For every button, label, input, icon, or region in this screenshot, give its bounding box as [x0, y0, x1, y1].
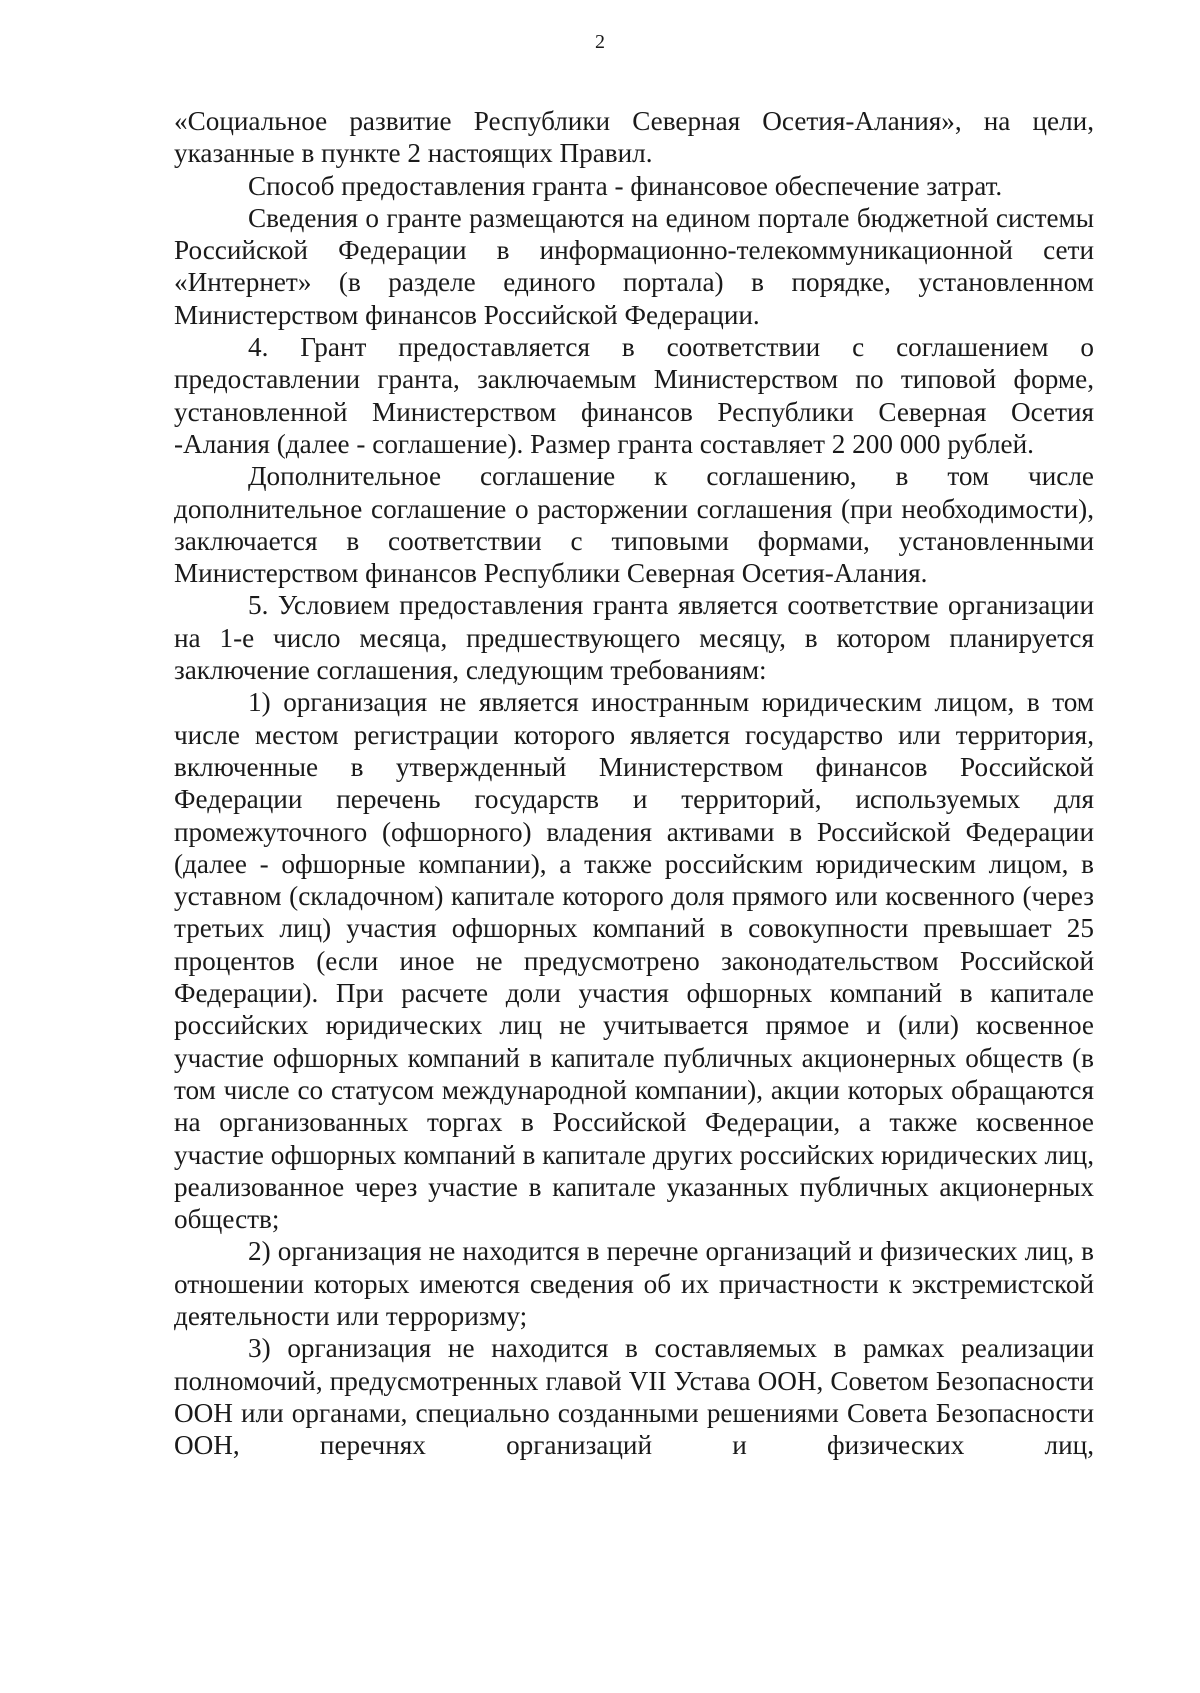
document-body [174, 105, 1094, 1461]
paragraph-additional-agreement: Дополнительное соглашение к соглашению, в том числе дополнительное соглашение о расторжении соглашения (при необходимости), заключается в соответствии с типовыми формами, установленными Министерством финансов Республики Северная Осетия-Алания. [174, 461, 1094, 589]
page-number: 2 [595, 31, 605, 53]
paragraph-requirement-3: 3) организация не находится в составляемых в рамках реализации полномочий, предусмотренных главой VII Устава ООН, Советом Безопасности ООН или органами, специально созданными решениями Совета Безопасности ООН, перечнях организаций и физических лиц, [174, 1333, 1094, 1461]
paragraph-continuation: «Социальное развитие Республики Северная Осетия-Алания», на цели, указанные в пункте 2 настоящих Правил. [174, 106, 1094, 169]
paragraph-item-5: 5. Условием предоставления гранта является соответствие организации на 1-е число месяца, предшествующего месяцу, в котором планируется заключение соглашения, следующим требованиям: [174, 590, 1094, 686]
paragraph-grant-info: Сведения о гранте размещаются на едином портале бюджетной системы Российской Федерации в информационно-телекоммуникационной сети «Интернет» (в разделе единого портала) в порядке, установленном Министерством финансов Российской Федерации. [174, 202, 1094, 330]
paragraph-requirement-2: 2) организация не находится в перечне организаций и физических лиц, в отношении которых имеются сведения об их причастности к экстремистской деятельности или терроризму; [174, 1236, 1094, 1331]
paragraph-requirement-1: 1) организация не является иностранным юридическим лицом, в том числе местом регистрации которого является государство или территория, включенные в утвержденный Министерством финансов Российской Федерации перечень государств и территорий, используемых для промежуточного (офшорного) владения активами в Российской Федерации (далее - офшорные компании), а также российским юридическим лицом, в уставном (складочном) капитале которого доля прямого или косвенного (через третьих лиц) участия офшорных компаний в совокупности превышает 25 процентов (если иное не предусмотрено законодательством Российской Федерации). При расчете доли участия офшорных компаний в капитале российских юридических лиц не учитывается прямое и (или) косвенное участие офшорных компаний в капитале публичных акционерных обществ (в том числе со статусом международной компании), акции которых обращаются на организованных торгах в Российской Федерации, а также косвенное участие офшорных компаний в капитале других российских юридических лиц, реализованное через участие в капитале указанных публичных акционерных обществ; [174, 687, 1094, 1235]
paragraph-grant-method: Способ предоставления гранта - финансовое обеспечение затрат. [248, 170, 1003, 201]
paragraph-item-4: 4. Грант предоставляется в соответствии с соглашением о предоставлении гранта, заключаемым Министерством по типовой форме, установленной Министерством финансов Республики Северная Осетия -Алания (далее - соглашение). Размер гранта составляет 2 200 000 рублей. [174, 332, 1094, 459]
